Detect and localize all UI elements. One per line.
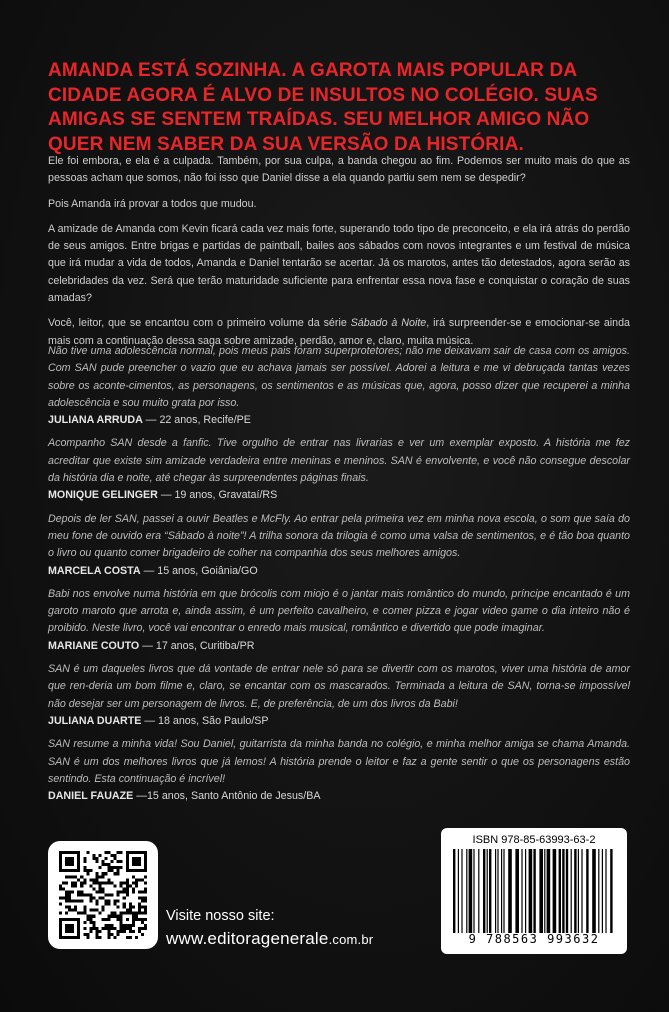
- author-name: DANIEL FAUAZE: [48, 790, 134, 803]
- barcode-bar: [469, 849, 473, 933]
- barcode-bar: [598, 849, 599, 933]
- synopsis: [48, 153, 630, 358]
- barcode-digits: 9 788563 993632: [468, 932, 600, 946]
- barcode-bar: [473, 849, 474, 933]
- barcode-bar: [515, 849, 519, 933]
- testimonial: [48, 343, 630, 429]
- testimonial-text: Babi nos envolve numa história em que brócolis com miojo é o jantar mais romântico do mundo, príncipe encantado é um garoto maroto que arrota e, ainda assim, é um perfeito cavalheiro, e comer pizza e jogar video game o dia inteiro não é proibido. Neste livro, você vai encontrar o enredo mais musical, romântico e divertido que pode imaginar.: [48, 587, 630, 635]
- barcode-bar: [553, 849, 557, 933]
- isbn-label: ISBN 978-85-63993-63-2: [472, 834, 596, 846]
- site-label: Visite nosso site:: [166, 908, 275, 924]
- barcode-bar: [478, 849, 479, 933]
- author-info: — 22 anos, Recife/PE: [142, 414, 251, 427]
- barcode-bar: [521, 849, 522, 933]
- barcode-bar: [525, 849, 526, 933]
- testimonial: [48, 586, 630, 655]
- barcode-bar: [578, 849, 579, 933]
- testimonial-author: [48, 487, 630, 504]
- barcode-bar: [483, 849, 485, 933]
- testimonial-author: [48, 412, 630, 429]
- barcode-bar: [495, 849, 496, 933]
- barcode-bars: [447, 849, 621, 933]
- barcode-bar: [544, 849, 545, 933]
- barcode-bar: [497, 849, 498, 933]
- synopsis-paragraph-2: Pois Amanda irá provar a todos que mudou.: [48, 197, 257, 210]
- testimonial-text: Depois de ler SAN, passei a ouvir Beatles e McFly. Ao entrar pela primeira vez em minha nova escola, o som que saía do meu fone de ouvido era “Sábado à noite”! A trilha sonora da trilogia é como uma valsa de sentimentos, e é tão boa quanto o livro ou quanto comer brigadeiro de colher na companhia dos seus melhores amigos.: [48, 512, 630, 560]
- testimonial-text: SAN é um daqueles livros que dá vontade de entrar nele só para se divertir com os marotos, viver uma história de amor que ren-deria um bom filme e, claro, se encantar com os mascarados. Terminada a leitura de SAN, torna-se impossível não desejar ser um personagem de livros. E, de preferência, de um dos livros da Babi!: [48, 663, 630, 710]
- testimonial-author: [48, 788, 630, 805]
- author-info: —15 anos, Santo Antônio de Jesus/BA: [133, 790, 321, 803]
- barcode-bar: [489, 849, 491, 933]
- author-info: — 19 anos, Gravataí/RS: [157, 489, 278, 502]
- barcode-bar: [529, 849, 533, 933]
- barcode-bar: [610, 849, 612, 933]
- testimonial: [48, 736, 630, 805]
- author-name: MONIQUE GELINGER: [48, 489, 158, 502]
- testimonial-author: [48, 563, 630, 580]
- testimonial: [48, 435, 630, 504]
- headline: AMANDA ESTÁ SOZINHA. A GAROTA MAIS POPULAR DA CIDADE AGORA É ALVO DE INSULTOS NO COLÉGIO. SUAS AMIGAS SE SENTEM TRAÍDAS. SEU MELHOR AMIGO NÃO QUER NEM SABER DA SUA VERSÃO DA HISTÓRIA.: [48, 59, 598, 155]
- author-name: JULIANA DUARTE: [48, 714, 142, 727]
- testimonial: [48, 511, 630, 580]
- barcode-bar: [501, 849, 502, 933]
- barcode-bar: [503, 849, 504, 933]
- barcode-bar: [458, 849, 459, 933]
- synopsis-paragraph-3: A amizade de Amanda com Kevin ficará cada vez mais forte, superando todo tipo de preconceito, e ela irá atrás do perdão de seus amigos. Entre brigas e partidas de paintball, bailes aos sábados com novos integrantes e um festival de música que irá mudar a vida de todos, Amanda e Daniel tentarão se acertar. Já os marotos, antes tão detestados, agora serão as celebridades da vez. Será que terão maturidade suficiente para enfrentar essa nova fase e conquistar o coração de suas amadas?: [48, 222, 630, 305]
- barcode-bar: [539, 849, 543, 933]
- author-name: MARIANE COUTO: [48, 639, 140, 652]
- synopsis-paragraph-1: Ele foi embora, e ela é a culpada. Também, por sua culpa, a banda chegou ao fim. Podemos ser muito mais do que as pessoas acham que somos, não foi isso que Daniel disse a ela quando partiu sem nem se despedir?: [48, 155, 630, 185]
- author-info: — 18 anos, São Paulo/SP: [141, 714, 269, 727]
- barcode-bar: [592, 849, 596, 933]
- site-url-main: www.editoragenerale: [166, 929, 329, 948]
- testimonial-author: [48, 638, 630, 655]
- barcode-bar: [605, 849, 606, 933]
- barcode-bar: [586, 849, 588, 933]
- series-title: Sábado à Noite: [350, 317, 427, 330]
- barcode-bar: [547, 849, 551, 933]
- testimonial-text: Não tive uma adolescência normal, pois meus pais foram superprotetores; não me deixavam sair de casa com os amigos. Com SAN pude preencher o vazio que eu achava jamais ser possível. Adorei a leitura e me vi debruçada tantas vezes sobre os aconte-cimentos, as personagens, os sentimentos e as músicas que, agora, posso dizer que recuperei a minha adolescência e sou muito grata por isso.: [48, 345, 630, 409]
- barcode-bar: [581, 849, 582, 933]
- barcode-bar: [533, 849, 535, 933]
- author-name: MARCELA COSTA: [48, 564, 141, 577]
- barcode-bar: [466, 849, 467, 933]
- barcode-bar: [559, 849, 561, 933]
- barcode-bar: [574, 849, 576, 933]
- testimonial: [48, 661, 630, 730]
- author-name: JULIANA ARRUDA: [48, 414, 143, 427]
- testimonial-text: Acompanho SAN desde a fanfic. Tive orgulho de entrar nas livrarias e ver um exemplar exposto. A história me fez acreditar que existe sim amizade verdadeira entre meninas e meninos. SAN é envolvente, e você não consegue descolar da história dia e noite, até chegar às surpreendentes páginas finais.: [48, 437, 630, 485]
- site-url[interactable]: [166, 929, 373, 949]
- p4-before: Você, leitor, que se encantou com o primeiro volume da série: [48, 317, 351, 330]
- barcode-bar: [508, 849, 512, 933]
- barcode-bar: [566, 849, 568, 933]
- p4-after: , irá surpreender-se e emocionar-se ainda mais com a continuação dessa saga sobre amizade, perdão, amor e, claro, muita música.: [48, 317, 630, 347]
- barcode-bar: [461, 849, 462, 933]
- barcode-bar: [453, 849, 455, 933]
- barcode-bar: [487, 849, 488, 933]
- qr-code-icon[interactable]: [48, 841, 158, 949]
- testimonial-author: [48, 713, 630, 730]
- site-url-suffix: .com.br: [328, 932, 374, 947]
- author-info: — 17 anos, Curitiba/PR: [139, 639, 255, 652]
- barcode-icon: [441, 828, 627, 954]
- testimonial-text: SAN resume a minha vida! Sou Daniel, guitarrista da minha banda no colégio, e minha melhor amiga se chama Amanda. SAN é um dos melhores livros que já lemos! A história prende o leitor e faz a gente sentir o que os personagens estão sentindo. Esta continuação é incrível!: [48, 738, 630, 785]
- barcode-bar: [602, 849, 603, 933]
- qr-code-graphic: [58, 851, 148, 939]
- testimonials: [48, 343, 630, 811]
- author-info: — 15 anos, Goiânia/GO: [140, 564, 258, 577]
- barcode-bar: [562, 849, 564, 933]
- barcode-bar: [571, 849, 572, 933]
